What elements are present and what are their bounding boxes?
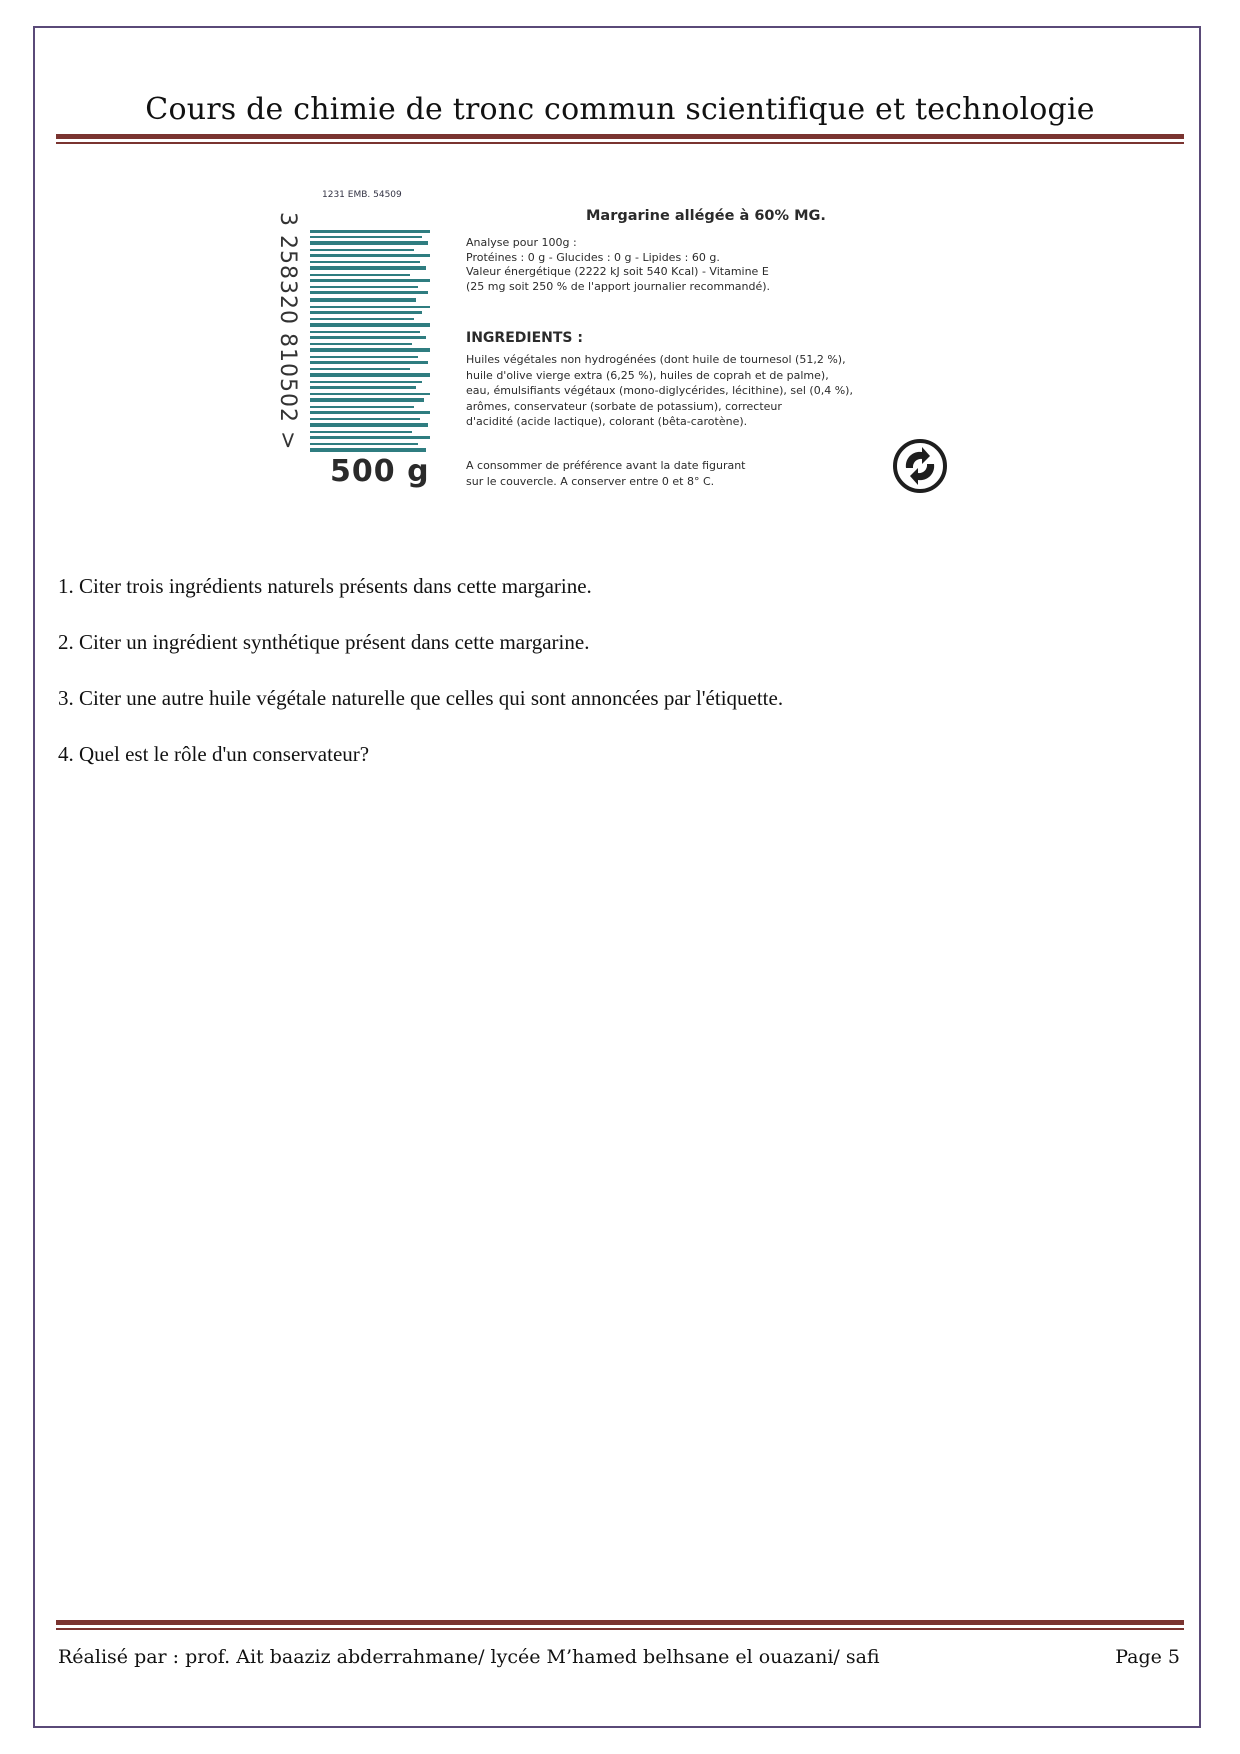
ingredients-list: [466, 352, 946, 430]
header-rule-thick: [56, 134, 1184, 139]
label-small-code: 1231 EMB. 54509: [322, 190, 402, 200]
ingredients-line: d'acidité (acide lactique), colorant (bêta-carotène).: [466, 415, 748, 428]
question-1: 1. Citer trois ingrédients naturels présents dans cette margarine.: [58, 574, 592, 598]
page-number: Page 5: [1115, 1646, 1180, 1668]
ingredients-line: eau, émulsifiants végétaux (mono-diglycérides, lécithine), sel (0,4 %),: [466, 384, 853, 397]
storage-instructions: [466, 458, 826, 489]
analysis-line: Valeur énergétique (2222 kJ soit 540 Kcal) - Vitamine E: [466, 265, 769, 278]
question-2: 2. Citer un ingrédient synthétique présent dans cette margarine.: [58, 630, 590, 654]
analysis-line: (25 mg soit 250 % de l'apport journalier recommandé).: [466, 279, 771, 293]
green-dot-recycle-icon: [892, 438, 948, 494]
ingredients-line: Huiles végétales non hydrogénées (dont huile de tournesol (51,2 %),: [466, 353, 846, 366]
header-rule-thin: [56, 142, 1184, 144]
analysis-line: Protéines : 0 g - Glucides : 0 g - Lipides : 60 g.: [466, 250, 720, 264]
product-name: Margarine allégée à 60% MG.: [586, 208, 826, 224]
ingredients-title: INGREDIENTS :: [466, 330, 583, 346]
footer-author: Réalisé par : prof. Ait baaziz abderrahmane/ lycée M’hamed belhsane el ouazani/ safi: [58, 1646, 880, 1668]
ingredients-line: huile d'olive vierge extra (6,25 %), huiles de coprah et de palme),: [466, 368, 829, 382]
nutrition-analysis: [466, 236, 770, 294]
analysis-line: Analyse pour 100g :: [466, 236, 577, 249]
footer-rule-thin: [56, 1628, 1184, 1630]
page-title: Cours de chimie de tronc commun scientifique et technologie: [145, 92, 1095, 127]
question-4: 4. Quel est le rôle d'un conservateur?: [58, 742, 370, 766]
barcode-digits: 3 258320 810502 >: [275, 212, 300, 451]
product-weight: 500 g: [330, 454, 430, 489]
footer-rule-thick: [56, 1620, 1184, 1625]
ingredients-line: arômes, conservateur (sorbate de potassium), correcteur: [466, 399, 782, 413]
barcode-icon: [310, 230, 430, 466]
question-3: 3. Citer une autre huile végétale naturelle que celles qui sont annoncées par l'étiquette.: [58, 686, 784, 710]
barcode-area: [275, 186, 450, 504]
product-label-image: [275, 186, 970, 504]
storage-line: sur le couvercle. A conserver entre 0 et 8° C.: [466, 474, 715, 488]
storage-line: A consommer de préférence avant la date figurant: [466, 459, 746, 472]
